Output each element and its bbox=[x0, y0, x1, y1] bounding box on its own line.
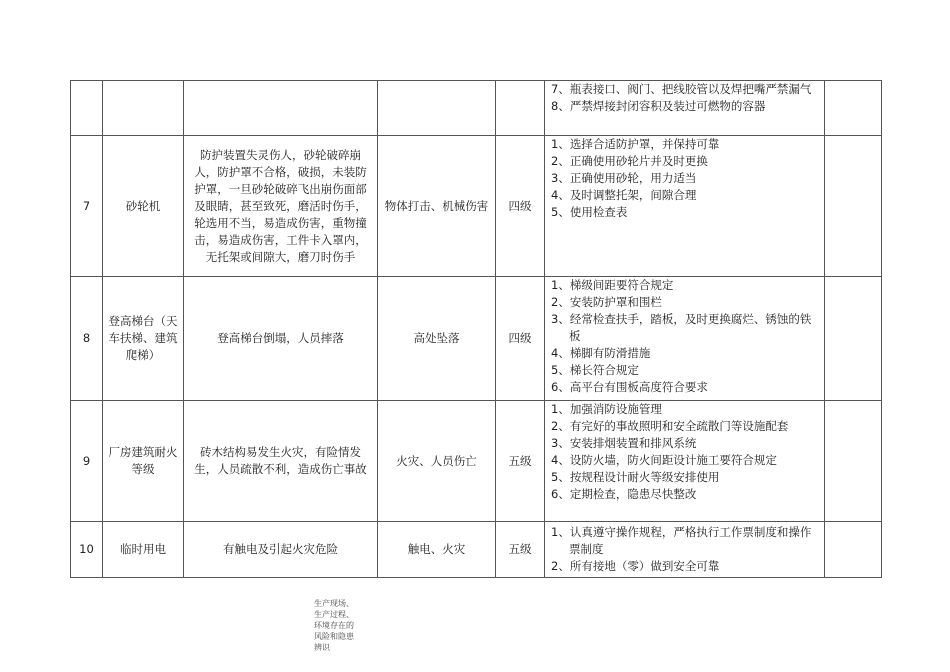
table-row bbox=[71, 136, 882, 277]
hazard-item bbox=[103, 81, 184, 136]
hazard-item: 砂轮机 bbox=[103, 136, 184, 277]
footnote-text: 生产现场、生产过程、环境存在的风险和隐患辨识 bbox=[314, 599, 354, 652]
control-measures bbox=[545, 81, 825, 136]
measure-item: 1、加强消防设施管理 bbox=[551, 402, 662, 416]
risk-level: 四级 bbox=[496, 277, 545, 401]
hazard-item: 临时用电 bbox=[103, 522, 184, 578]
hazard-description: 登高梯台倒塌，人员摔落 bbox=[184, 277, 378, 401]
measure-item: 1、认真遵守操作规程，严格执行工作票制度和操作票制度 bbox=[551, 525, 812, 556]
hazard-item: 登高梯台（天车扶梯、建筑爬梯） bbox=[103, 277, 184, 401]
measure-item: 8、严禁焊接封闭容积及装过可燃物的容器 bbox=[551, 99, 766, 113]
measure-item: 7、瓶表接口、阀门、把线胶管以及焊把嘴严禁漏气 bbox=[551, 82, 812, 96]
measure-item: 4、梯脚有防滑措施 bbox=[551, 346, 651, 360]
measure-item: 5、梯长符合规定 bbox=[551, 363, 639, 377]
risk-level: 五级 bbox=[496, 522, 545, 578]
row-number bbox=[71, 81, 103, 136]
hazard-item: 厂房建筑耐火等级 bbox=[103, 401, 184, 522]
hazard-description: 防护装置失灵伤人，砂轮破碎崩人，防护罩不合格，破损，未装防护罩，一旦砂轮破碎飞出崩伤面部及眼睛，甚至致死，磨活时伤手，轮选用不当，易造成伤害，重物撞击，易造成伤害，工件卡入罩内，无托架或间隙大，磨刀时伤手 bbox=[184, 136, 378, 277]
measure-item: 3、经常检查扶手，踏板，及时更换腐烂、锈蚀的铁板 bbox=[551, 312, 812, 343]
accident-type: 触电、火灾 bbox=[378, 522, 496, 578]
risk-level: 四级 bbox=[496, 136, 545, 277]
row-number: 8 bbox=[71, 277, 103, 401]
remark-cell bbox=[825, 522, 882, 578]
measure-item: 3、正确使用砂轮，用力适当 bbox=[551, 171, 697, 185]
measure-item: 1、梯级间距要符合规定 bbox=[551, 278, 674, 292]
hazard-description bbox=[184, 81, 378, 136]
measure-item: 6、定期检查，隐患尽快整改 bbox=[551, 487, 697, 501]
measure-item: 4、设防火墙，防火间距设计施工要符合规定 bbox=[551, 453, 777, 467]
measure-item: 2、有完好的事故照明和安全疏散门等设施配套 bbox=[551, 419, 789, 433]
measure-item: 3、安装排烟装置和排风系统 bbox=[551, 436, 697, 450]
control-measures bbox=[545, 522, 825, 578]
measure-item: 5、使用检查表 bbox=[551, 205, 628, 219]
control-measures bbox=[545, 401, 825, 522]
control-measures bbox=[545, 277, 825, 401]
measure-item: 2、所有接地（零）做到安全可靠 bbox=[551, 559, 720, 573]
row-number: 7 bbox=[71, 136, 103, 277]
risk-level: 五级 bbox=[496, 401, 545, 522]
hazard-description: 砖木结构易发生火灾，有险情发生，人员疏散不利，造成伤亡事故 bbox=[184, 401, 378, 522]
risk-level bbox=[496, 81, 545, 136]
measure-item: 4、及时调整托架，间隙合理 bbox=[551, 188, 697, 202]
accident-type: 高处坠落 bbox=[378, 277, 496, 401]
accident-type bbox=[378, 81, 496, 136]
measure-item: 6、高平台有围板高度符合要求 bbox=[551, 380, 708, 394]
row-number: 10 bbox=[71, 522, 103, 578]
table-row bbox=[71, 81, 882, 136]
table-row bbox=[71, 277, 882, 401]
measure-item: 1、选择合适防护罩，并保持可靠 bbox=[551, 137, 720, 151]
table-row bbox=[71, 401, 882, 522]
remark-cell bbox=[825, 81, 882, 136]
control-measures bbox=[545, 136, 825, 277]
measure-item: 2、正确使用砂轮片并及时更换 bbox=[551, 154, 708, 168]
accident-type: 火灾、人员伤亡 bbox=[378, 401, 496, 522]
remark-cell bbox=[825, 277, 882, 401]
table-row bbox=[71, 522, 882, 578]
measure-item: 2、安装防护罩和围栏 bbox=[551, 295, 662, 309]
remark-cell bbox=[825, 401, 882, 522]
hazard-table bbox=[70, 80, 882, 578]
remark-cell bbox=[825, 136, 882, 277]
accident-type: 物体打击、机械伤害 bbox=[378, 136, 496, 277]
measure-item: 5、按规程设计耐火等级安排使用 bbox=[551, 470, 720, 484]
hazard-description: 有触电及引起火灾危险 bbox=[184, 522, 378, 578]
row-number: 9 bbox=[71, 401, 103, 522]
